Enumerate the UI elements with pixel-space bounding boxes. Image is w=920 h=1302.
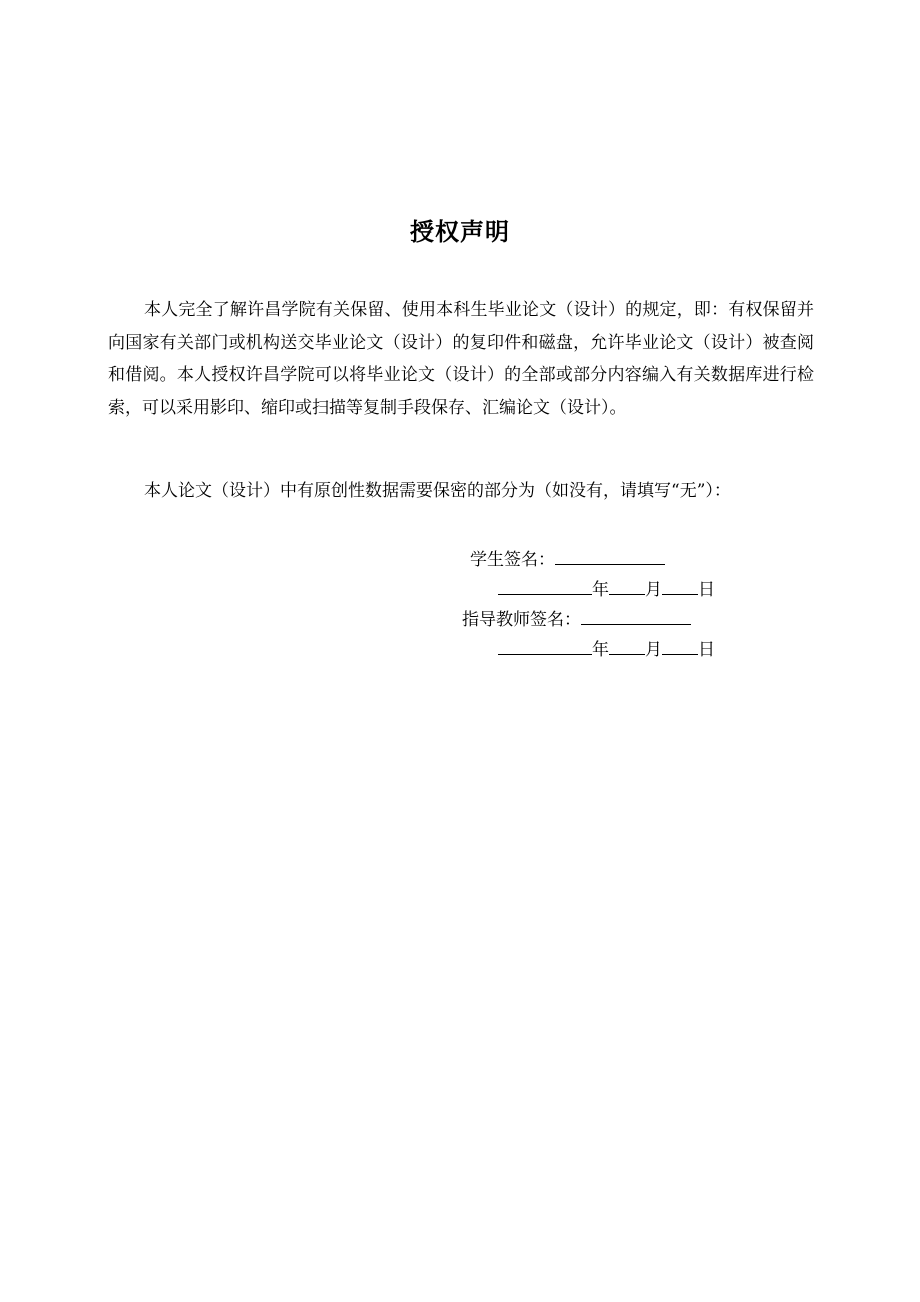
advisor-year-blank[interactable]: [498, 636, 592, 655]
year-label: 年: [592, 640, 609, 660]
student-year-blank[interactable]: [498, 576, 592, 595]
page-title: 授权声明: [410, 218, 510, 246]
student-day-blank[interactable]: [662, 576, 698, 595]
confidential-data-paragraph: 本人论文（设计）中有原创性数据需要保密的部分为（如没有，请填写“无”）：: [144, 481, 731, 501]
student-signature-row: [470, 546, 665, 574]
year-label: 年: [592, 580, 609, 600]
advisor-signature-label: 指导教师签名：: [462, 610, 581, 630]
student-date-row: [498, 576, 715, 604]
month-label: 月: [645, 580, 662, 600]
month-label: 月: [645, 640, 662, 660]
advisor-signature-row: [462, 606, 691, 634]
advisor-month-blank[interactable]: [609, 636, 645, 655]
authorization-paragraph: 本人完全了解许昌学院有关保留、使用本科生毕业论文（设计）的规定，即：有权保留并向国家有关部门或机构送交毕业论文（设计）的复印件和磁盘，允许毕业论文（设计）被查阅和借阅。本人授权许昌学院可以将毕业论文（设计）的全部或部分内容编入有关数据库进行检索，可以采用影印、缩印或扫描等复制手段保存、汇编论文（设计）。: [108, 300, 814, 418]
day-label: 日: [698, 580, 715, 600]
student-month-blank[interactable]: [609, 576, 645, 595]
advisor-day-blank[interactable]: [662, 636, 698, 655]
student-signature-blank[interactable]: [555, 546, 665, 565]
advisor-date-row: [498, 636, 715, 664]
student-signature-label: 学生签名：: [470, 550, 555, 570]
advisor-signature-blank[interactable]: [581, 606, 691, 625]
day-label: 日: [698, 640, 715, 660]
